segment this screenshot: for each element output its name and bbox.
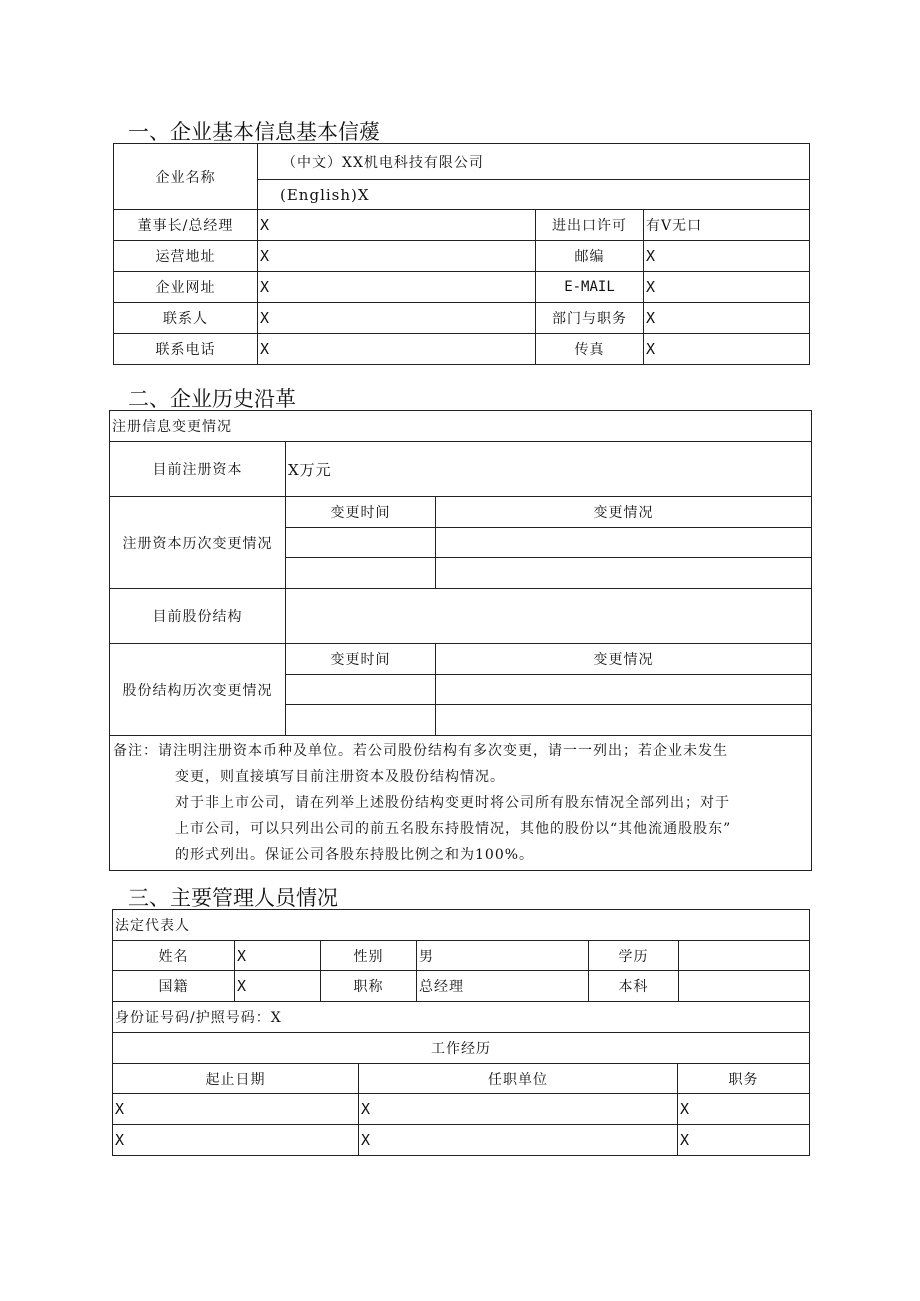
work-employer[interactable]: X (359, 1125, 678, 1156)
education-value[interactable] (679, 941, 810, 971)
table-row (113, 1094, 810, 1125)
capital-history-label: 注册资本历次变更情况 (110, 497, 286, 589)
email-label: E-MAIL (536, 272, 644, 303)
share-change-time-header: 变更时间 (286, 644, 436, 675)
contact-label: 联系人 (114, 303, 258, 334)
current-share-value[interactable] (286, 589, 812, 644)
degree-value[interactable]: 本科 (589, 971, 679, 1002)
phone-label: 联系电话 (114, 334, 258, 365)
table-row (113, 1125, 810, 1156)
company-name-en[interactable]: (English)X (258, 180, 810, 210)
capital-change-detail-cell[interactable] (436, 558, 812, 589)
nationality-value[interactable]: X (235, 971, 321, 1002)
current-capital-label: 目前注册资本 (110, 442, 286, 497)
share-change-detail-cell[interactable] (436, 705, 812, 736)
phone-value[interactable]: X (258, 334, 536, 365)
fax-value[interactable]: X (644, 334, 810, 365)
company-name-label: 企业名称 (114, 144, 258, 210)
chairman-value[interactable]: X (258, 210, 536, 241)
note-line-2: 变更，则直接填写目前注册资本及股份结构情况。 (175, 769, 505, 785)
department-value[interactable]: X (644, 303, 810, 334)
col-position-header: 职务 (678, 1064, 810, 1094)
capital-change-detail-cell[interactable] (436, 528, 812, 558)
address-value[interactable]: X (258, 241, 536, 272)
import-export-label: 进出口许可 (536, 210, 644, 241)
postcode-value[interactable]: X (644, 241, 810, 272)
capital-change-detail-header: 变更情况 (436, 497, 812, 528)
share-change-time-cell[interactable] (286, 705, 436, 736)
share-change-detail-cell[interactable] (436, 675, 812, 705)
gender-label: 性别 (321, 941, 417, 971)
empty-cell[interactable] (679, 971, 810, 1002)
share-change-time-cell[interactable] (286, 675, 436, 705)
contact-value[interactable]: X (258, 303, 536, 334)
note-line-3: 对于非上市公司，请在列举上述股份结构变更时将公司所有股东情况全部列出；对于 (175, 795, 730, 811)
col-dates-header: 起止日期 (113, 1064, 359, 1094)
id-number[interactable]: 身份证号码/护照号码：X (113, 1002, 810, 1033)
name-label: 姓名 (113, 941, 235, 971)
reg-info-label: 注册信息变更情况 (110, 411, 812, 442)
note-line-1: 备注：请注明注册资本币种及单位。若公司股份结构有多次变更，请一一列出；若企业未发生 (113, 743, 728, 759)
title-label: 职称 (321, 971, 417, 1002)
address-label: 运营地址 (114, 241, 258, 272)
work-history-label: 工作经历 (113, 1033, 810, 1064)
share-change-detail-header: 变更情况 (436, 644, 812, 675)
postcode-label: 邮编 (536, 241, 644, 272)
work-history-table (112, 1032, 810, 1156)
gender-value[interactable]: 男 (417, 941, 589, 971)
management-table (112, 909, 810, 1033)
nationality-label: 国籍 (113, 971, 235, 1002)
section1-heading: 一、企业基本信息基本信蕿 (128, 120, 380, 144)
capital-change-time-header: 变更时间 (286, 497, 436, 528)
current-capital-value[interactable]: X万元 (286, 442, 812, 497)
education-label: 学历 (589, 941, 679, 971)
share-history-label: 股份结构历次变更情况 (110, 644, 286, 736)
import-export-value[interactable]: 有V无口 (644, 210, 810, 241)
history-table (109, 410, 812, 871)
department-label: 部门与职务 (536, 303, 644, 334)
fax-label: 传真 (536, 334, 644, 365)
work-employer[interactable]: X (359, 1094, 678, 1125)
work-dates[interactable]: X (113, 1125, 359, 1156)
basic-info-table (113, 143, 810, 365)
section2-heading: 二、企业历史沿革 (128, 387, 296, 411)
capital-change-time-cell[interactable] (286, 558, 436, 589)
note-line-4: 上市公司，可以只列出公司的前五名股东持股情况，其他的股份以“其他流通股股东” (175, 821, 732, 837)
current-share-label: 目前股份结构 (110, 589, 286, 644)
note-block (110, 736, 812, 871)
website-label: 企业网址 (114, 272, 258, 303)
col-employer-header: 任职单位 (359, 1064, 678, 1094)
title-value[interactable]: 总经理 (417, 971, 589, 1002)
website-value[interactable]: X (258, 272, 536, 303)
work-dates[interactable]: X (113, 1094, 359, 1125)
work-position[interactable]: X (678, 1094, 810, 1125)
company-name-cn[interactable]: （中文）XX机电科技有限公司 (258, 144, 810, 180)
section3-heading: 三、主要管理人员情况 (128, 886, 338, 910)
capital-change-time-cell[interactable] (286, 528, 436, 558)
name-value[interactable]: X (235, 941, 321, 971)
legal-rep-label: 法定代表人 (113, 910, 810, 941)
note-line-5: 的形式列出。保证公司各股东持股比例之和为100%。 (175, 847, 535, 863)
work-position[interactable]: X (678, 1125, 810, 1156)
email-value[interactable]: X (644, 272, 810, 303)
chairman-label: 董事长/总经理 (114, 210, 258, 241)
